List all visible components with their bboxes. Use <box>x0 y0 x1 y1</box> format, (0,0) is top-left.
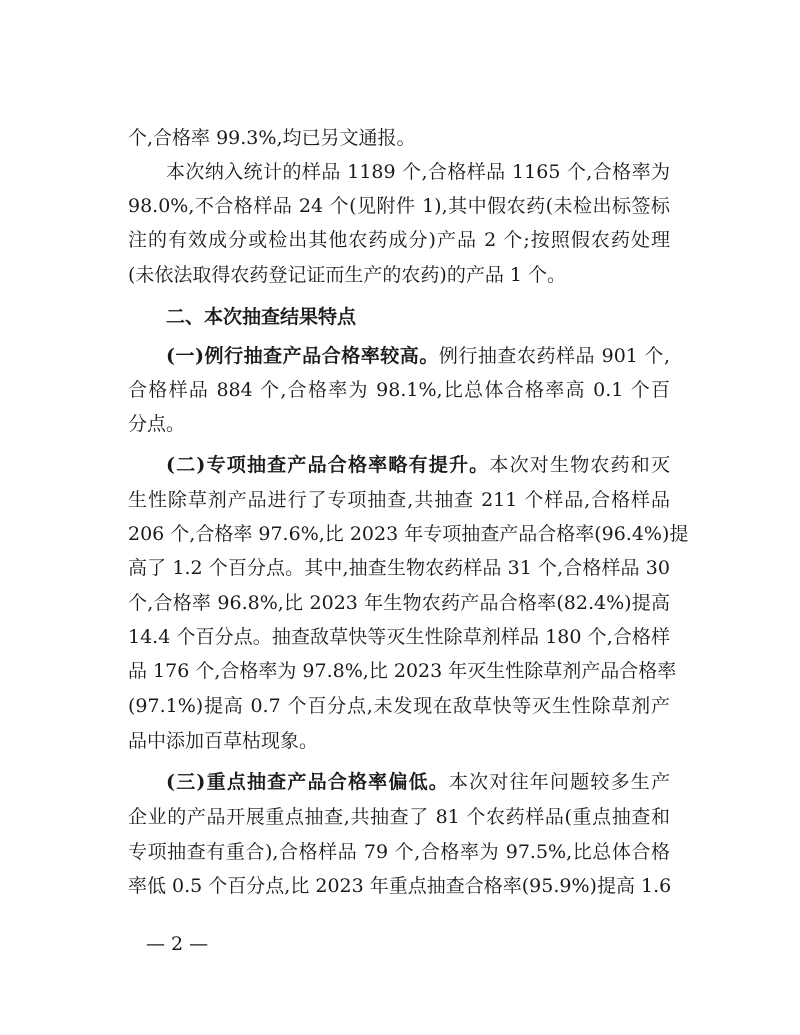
paragraph-line: 分点。 <box>128 413 186 435</box>
paragraph-line: 个,合格率 96.8%,比 2023 年生物农药产品合格率(82.4%)提高 <box>128 592 670 614</box>
paragraph-line: 98.0%,不合格样品 24 个(见附件 1),其中假农药(未检出标签标 <box>128 195 670 217</box>
paragraph-line: 企业的产品开展重点抽查,共抽查了 81 个农药样品(重点抽查和 <box>128 806 670 828</box>
paragraph-line: 206 个,合格率 97.6%,比 2023 年专项抽查产品合格率(96.4%)提 <box>128 523 689 545</box>
subsection-heading: (一)例行抽查产品合格率较高。 <box>166 345 439 367</box>
paragraph-line <box>166 344 670 368</box>
subsection-heading: (二)专项抽查产品合格率略有提升。 <box>166 454 490 476</box>
paragraph-line: (未依法取得农药登记证而生产的农药)的产品 1 个。 <box>128 264 566 286</box>
paragraph-line: 个,合格率 99.3%,均已另文通报。 <box>128 127 416 149</box>
paragraph-line: 品中添加百草枯现象。 <box>128 730 319 752</box>
page-number: — 2 — <box>146 933 209 955</box>
paragraph-line: 合格样品 884 个,合格率为 98.1%,比总体合格率高 0.1 个百 <box>128 379 670 401</box>
paragraph-line: 品 176 个,合格率为 97.8%,比 2023 年灭生性除草剂产品合格率 <box>128 660 677 682</box>
paragraph-line <box>166 770 670 794</box>
section-heading: 二、本次抽查结果特点 <box>166 306 357 328</box>
paragraph-line <box>166 453 670 477</box>
paragraph-text: 本次对生物农药和灭 <box>489 454 670 476</box>
paragraph-line: 14.4 个百分点。抽查敌草快等灭生性除草剂样品 180 个,合格样 <box>128 626 670 648</box>
paragraph-text: 本次对往年问题较多生产 <box>448 771 670 793</box>
paragraph-text: 例行抽查农药样品 901 个, <box>438 345 670 367</box>
subsection-heading: (三)重点抽查产品合格率偏低。 <box>166 771 449 793</box>
paragraph-line: (97.1%)提高 0.7 个百分点,未发现在敌草快等灭生性除草剂产 <box>128 695 670 717</box>
paragraph-line: 率低 0.5 个百分点,比 2023 年重点抽查合格率(95.9%)提高 1.6 <box>128 875 672 897</box>
paragraph-line: 专项抽查有重合),合格样品 79 个,合格率为 97.5%,比总体合格 <box>128 841 670 863</box>
paragraph-line: 本次纳入统计的样品 1189 个,合格样品 1165 个,合格率为 <box>166 161 670 183</box>
paragraph-line: 高了 1.2 个百分点。其中,抽查生物农药样品 31 个,合格样品 30 <box>128 557 670 579</box>
paragraph-line: 注的有效成分或检出其他农药成分)产品 2 个;按照假农药处理 <box>128 229 670 251</box>
paragraph-line: 生性除草剂产品进行了专项抽查,共抽查 211 个样品,合格样品 <box>128 489 670 511</box>
